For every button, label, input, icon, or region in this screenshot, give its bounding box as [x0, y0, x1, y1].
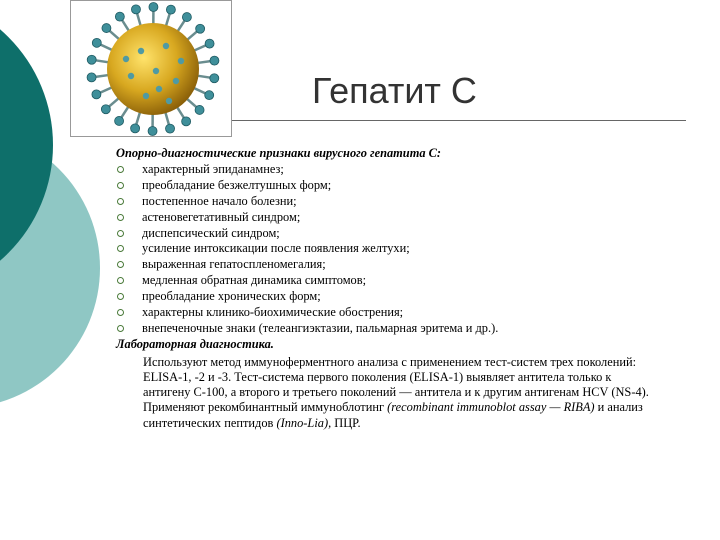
lab-text-inno-lia: (Inno-Lia), — [276, 415, 332, 430]
circle-bullet-icon — [117, 261, 124, 268]
list-item — [116, 241, 676, 257]
virus-illustration — [71, 1, 231, 136]
list-item — [116, 273, 676, 289]
list-item — [116, 210, 676, 226]
list-item-text: медленная обратная динамика симптомов; — [142, 273, 367, 288]
list-item-text: постепенное начало болезни; — [142, 193, 297, 208]
list-item-text: диспепсический синдром; — [142, 225, 280, 240]
list-item — [116, 162, 676, 178]
list-item-text: характерны клинико-биохимические обострения; — [142, 305, 404, 320]
slide-content — [116, 146, 676, 431]
lab-text-3: ПЦР. — [331, 415, 361, 430]
list-item-text: астеновегетативный синдром; — [142, 209, 301, 224]
circle-bullet-icon — [117, 230, 124, 237]
virus-body — [107, 23, 199, 115]
circle-bullet-icon — [117, 245, 124, 252]
lab-diagnostics-paragraph — [143, 355, 653, 431]
list-item — [116, 305, 676, 321]
lab-text-2: и анализ синтетических пептидов — [143, 400, 643, 430]
list-item — [116, 178, 676, 194]
lab-text-1: Используют метод иммуноферментного анализа с применением тест-систем трех поколений: ELISA-1, -2 и -3. Тест-система первого поколения (ELISA-1) выявляет антитела только к антигену С-100, а второго и третьего поколений — антитела и к другим антигенам HCV (NS-4). Применяют рекомбинантный иммуноблотинг — [143, 354, 649, 415]
list-item — [116, 289, 676, 305]
circle-bullet-icon — [117, 309, 124, 316]
list-item — [116, 257, 676, 273]
circle-bullet-icon — [117, 325, 124, 332]
circle-bullet-icon — [117, 198, 124, 205]
list-item-text: внепеченочные знаки (телеангиэктазии, пальмарная эритема и др.). — [142, 320, 499, 335]
circle-bullet-icon — [117, 166, 124, 173]
virus-image-frame — [70, 0, 232, 137]
list-item — [116, 194, 676, 210]
circle-bullet-icon — [117, 214, 124, 221]
lab-text-riba: (recombinant immunoblot assay — RIBA) — [387, 400, 595, 415]
title-divider — [232, 120, 686, 121]
circle-bullet-icon — [117, 182, 124, 189]
slide-title: Гепатит С — [312, 70, 477, 111]
diagnostic-signs-list — [116, 162, 676, 337]
circle-bullet-icon — [117, 277, 124, 284]
circle-bullet-icon — [117, 293, 124, 300]
diagnostic-signs-heading: Опорно-диагностические признаки вирусного гепатита С: — [116, 146, 442, 160]
list-item-text: характерный эпиданамнез; — [142, 161, 284, 176]
list-item-text: усиление интоксикации после появления желтухи; — [142, 241, 410, 256]
lab-diagnostics-heading: Лабораторная диагностика. — [116, 336, 274, 351]
list-item-text: преобладание безжелтушных форм; — [142, 177, 332, 192]
list-item — [116, 321, 676, 337]
list-item-text: выраженная гепатоспленомегалия; — [142, 257, 326, 272]
list-item — [116, 226, 676, 242]
list-item-text: преобладание хронических форм; — [142, 289, 321, 304]
